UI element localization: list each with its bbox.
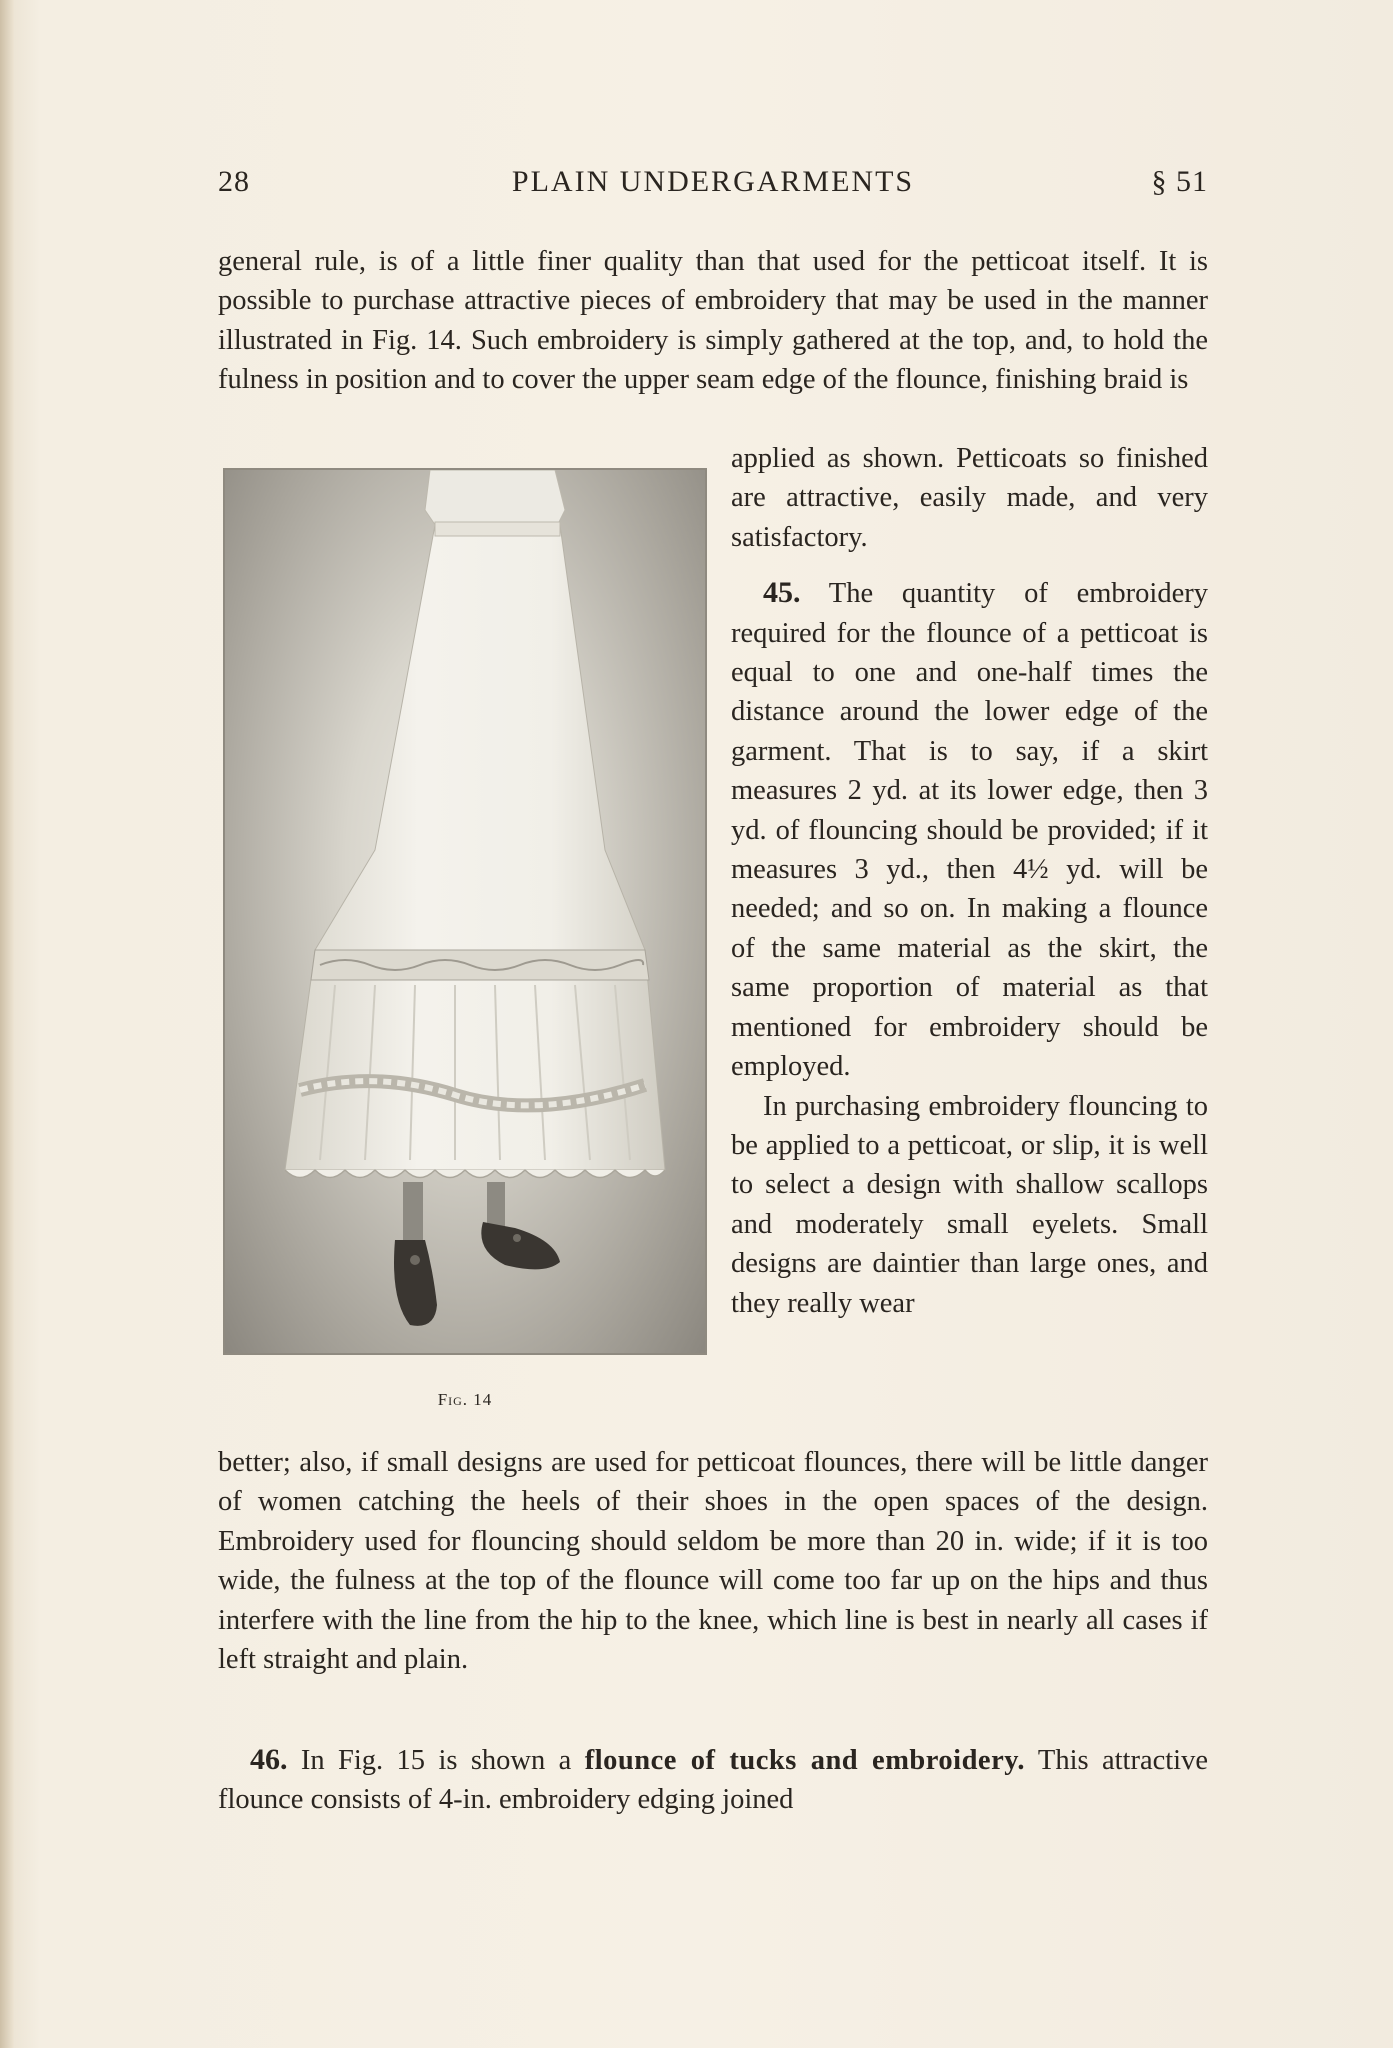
side-continuation-text: applied as shown. Petticoats so finished are attractive, easily made, and very satisfactory. (731, 443, 1208, 553)
figure-14-image (223, 468, 707, 1355)
section-45-text: The quantity of embroidery required for the flounce of a petticoat is equal to one and one-half times the distance around the lower edge of the garment. That is to say, if a skirt measures 2 yd. at its lower edge, then 3 yd. of flouncing should be provided; if it measures 3 yd., then 4½ yd. will be needed; and so on. In making a flounce of the same material as the skirt, the same proportion of material as that mentioned for embroidery should be employed. (731, 578, 1208, 1083)
page-edge (0, 0, 14, 2048)
figure-caption: Fig. 14 (437, 1390, 493, 1409)
section-marker: § 51 (1151, 165, 1208, 198)
top-paragraph-text: general rule, is of a little finer quality than that used for the petticoat itself. It is possible to purchase attractive pieces of embroidery that may be used in the manner illustrated in Fig. 14. Such embroidery is simply gathered at the top, and, to hold the fulness in position and to cover the upper seam edge of the flounce, finishing braid is (218, 246, 1208, 396)
page-number: 28 (218, 165, 250, 198)
side-column (731, 439, 1208, 1323)
purchasing-paragraph-bottom: better; also, if small designs are used for petticoat flounces, there will be little danger of women catching the heels of their shoes in the open spaces of the design. Embroidery used for flouncing should seldom be more than 20 in. wide; if it is too wide, the fulness at the top of the flounce will come too far up on the hips and thus interfere with the line from the hip to the knee, which line is best in nearly all cases if left straight and plain. (218, 1447, 1208, 1676)
section-46-lead: In Fig. 15 is shown a (300, 1745, 572, 1776)
section-46-bold-heading: flounce of tucks and embroidery. (584, 1745, 1026, 1776)
bottom-paragraph (218, 1443, 1208, 1679)
petticoat-illustration (225, 470, 705, 1353)
top-paragraph (218, 242, 1208, 400)
section-46-number: 46. (250, 1743, 288, 1776)
section-46-paragraph (218, 1740, 1208, 1820)
running-head (218, 165, 1208, 205)
page-title: PLAIN UNDERGARMENTS (511, 165, 915, 198)
section-46-text-wrap (218, 1740, 1208, 1820)
section-46-text: This attractive flounce consists of 4-in. embroidery edging joined (218, 1745, 1208, 1816)
section-45-paragraph (731, 573, 1208, 1086)
section-45-number: 45. (763, 576, 801, 610)
purchasing-paragraph-side: In purchasing embroidery flouncing to be applied to a petticoat, or slip, it is well to select a design with shallow scallops and moderately small eyelets. Small designs are daintier than large ones, and they really wear (731, 1090, 1208, 1319)
